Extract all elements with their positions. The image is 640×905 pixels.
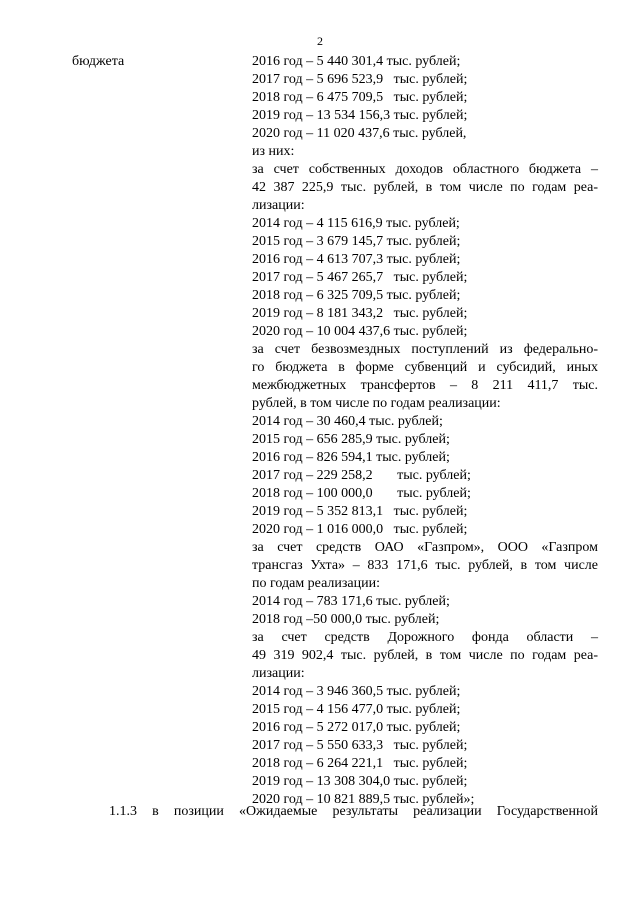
text-line: 2014 год – 783 171,6 тыс. рублей; [252,594,450,609]
text-line: 2016 год – 5 440 301,4 тыс. рублей; [252,54,461,69]
text-line: по годам реализации: [252,576,380,591]
text-line: 2016 год – 826 594,1 тыс. рублей; [252,450,450,465]
footer-paragraph: 1.1.3 в позиции «Ожидаемые результаты реализации Государственной [109,804,598,819]
text-line: 49 319 902,4 тыс. рублей, в том числе по годам реа- [252,648,598,663]
text-line: 2020 год – 11 020 437,6 тыс. рублей, [252,126,467,141]
text-line: 2019 год – 13 308 304,0 тыс. рублей; [252,774,468,789]
text-line: лизации: [252,198,305,213]
text-line: 2020 год – 1 016 000,0 тыс. рублей; [252,522,468,537]
text-line: 2014 год – 4 115 616,9 тыс. рублей; [252,216,460,231]
text-line: рублей, в том числе по годам реализации: [252,396,501,411]
text-line: 2018 год – 6 475 709,5 тыс. рублей; [252,90,468,105]
text-line: 2017 год – 5 696 523,9 тыс. рублей; [252,72,468,87]
text-line: из них: [252,144,295,159]
text-line: 2018 год – 100 000,0 тыс. рублей; [252,486,471,501]
text-line: 42 387 225,9 тыс. рублей, в том числе по годам реа- [252,180,598,195]
text-line: 2018 год –50 000,0 тыс. рублей; [252,612,440,627]
text-line: за счет средств ОАО «Газпром», ООО «Газпром [252,540,598,555]
page-number: 2 [317,34,323,48]
text-line: 2020 год – 10 821 889,5 тыс. рублей»; [252,792,475,807]
text-line: 2015 год – 656 285,9 тыс. рублей; [252,432,450,447]
text-line: трансгаз Ухта» – 833 171,6 тыс. рублей, в том числе [252,558,598,573]
text-line: го бюджета в форме субвенций и субсидий, иных [252,360,598,375]
text-line: 2016 год – 4 613 707,3 тыс. рублей; [252,252,461,267]
text-line: 2019 год – 5 352 813,1 тыс. рублей; [252,504,468,519]
text-line: 2020 год – 10 004 437,6 тыс. рублей; [252,324,468,339]
left-column-label: бюджета [72,54,125,69]
text-line: за счет собственных доходов областного бюджета – [252,162,598,177]
funding-breakdown [252,53,598,809]
text-line: 2015 год – 3 679 145,7 тыс. рублей; [252,234,461,249]
text-line: 2014 год – 30 460,4 тыс. рублей; [252,414,443,429]
text-line: за счет безвозмездных поступлений из федерально- [252,342,598,357]
text-line: 2019 год – 13 534 156,3 тыс. рублей; [252,108,468,123]
text-line: 2018 год – 6 264 221,1 тыс. рублей; [252,756,468,771]
text-line: 2014 год – 3 946 360,5 тыс. рублей; [252,684,461,699]
text-line: 2016 год – 5 272 017,0 тыс. рублей; [252,720,461,735]
text-line: 2019 год – 8 181 343,2 тыс. рублей; [252,306,468,321]
text-line: за счет средств Дорожного фонда области – [252,630,598,645]
text-line: 2015 год – 4 156 477,0 тыс. рублей; [252,702,461,717]
text-line: 2017 год – 229 258,2 тыс. рублей; [252,468,471,483]
text-line: 2017 год – 5 467 265,7 тыс. рублей; [252,270,468,285]
text-line: 2018 год – 6 325 709,5 тыс. рублей; [252,288,461,303]
text-line: лизации: [252,666,305,681]
text-line: 2017 год – 5 550 633,3 тыс. рублей; [252,738,468,753]
text-line: межбюджетных трансфертов – 8 211 411,7 тыс. [252,378,598,393]
